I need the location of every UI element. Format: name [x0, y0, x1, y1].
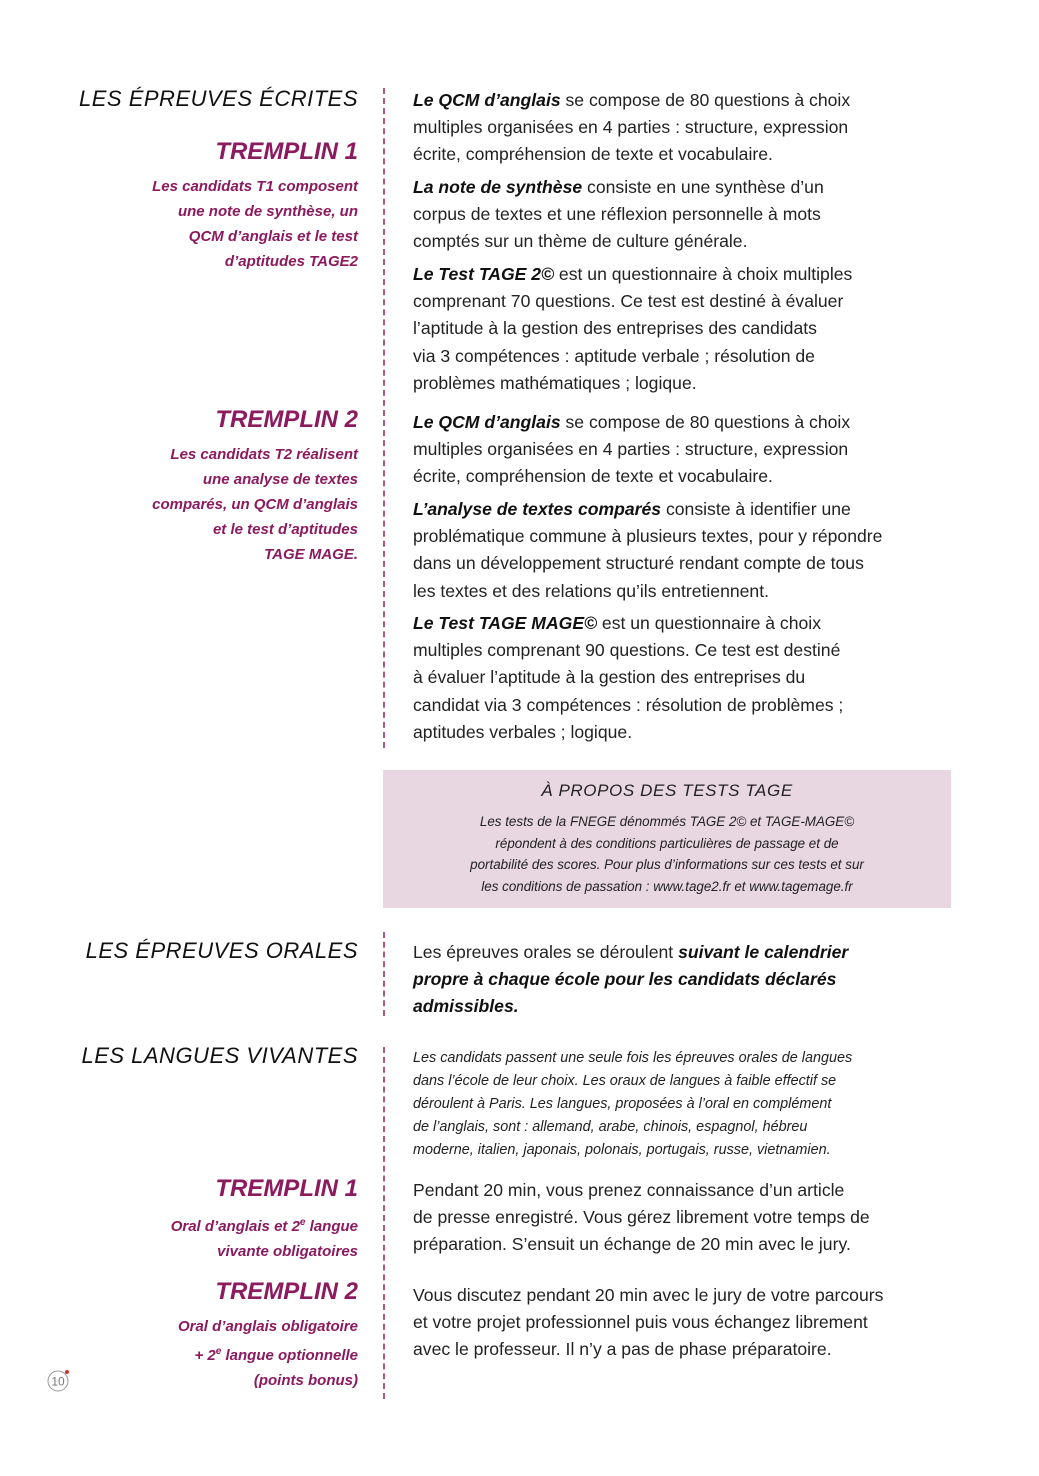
text-line: multiples organisées en 4 parties : structure, expression — [413, 439, 849, 460]
text-line: consiste à identifier une — [661, 499, 851, 519]
text-line: de l’anglais, sont : allemand, arabe, chinois, espagnol, hébreu — [413, 1119, 808, 1135]
page-number: 10 — [51, 1374, 65, 1389]
divider-written — [383, 88, 385, 748]
desc-line: et le test d’aptitudes — [212, 521, 358, 538]
oral-tremplin1-description — [40, 1210, 358, 1264]
text-line: comptés sur un thème de culture générale. — [413, 231, 748, 252]
desc-line: une note de synthèse, un — [177, 203, 358, 220]
oral-tremplin1-paragraph — [413, 1177, 958, 1259]
term-tage2: Le Test TAGE 2© — [413, 264, 555, 284]
text-line: via 3 compétences : aptitude verbale ; résolution de — [413, 345, 815, 366]
text-line: dans l’école de leur choix. Les oraux de langues à faible effectif se — [413, 1073, 837, 1089]
text-line: candidat via 3 compétences : résolution de problèmes ; — [413, 694, 844, 715]
about-line: les conditions de passation : www.tage2.fr et www.tagemage.fr — [481, 878, 853, 894]
text-line: à évaluer l’aptitude à la gestion des entreprises du — [413, 667, 806, 688]
desc-line: QCM d’anglais et le test — [188, 228, 358, 245]
term-qcm: Le QCM d’anglais — [413, 90, 561, 110]
desc-line: (points bonus) — [253, 1372, 358, 1389]
oral-tremplin2-description — [40, 1314, 358, 1393]
text-line: est un questionnaire à choix multiples — [554, 264, 853, 284]
about-tage-box — [383, 770, 951, 908]
text-line: Pendant 20 min, vous prenez connaissance d’un article — [413, 1180, 845, 1200]
term-qcm: Le QCM d’anglais — [413, 412, 561, 432]
term-analyse: L’analyse de textes comparés — [413, 499, 662, 519]
text-line: Les épreuves orales se déroulent — [413, 942, 679, 962]
section-title-written: LES ÉPREUVES ÉCRITES — [79, 86, 358, 111]
desc-text: langue optionnelle — [221, 1347, 358, 1364]
desc-line — [40, 1210, 358, 1239]
desc-line: Oral d’anglais obligatoire — [177, 1318, 358, 1335]
superscript: e — [299, 1217, 306, 1228]
tremplin2-analyse-paragraph — [413, 496, 958, 605]
tremplin1-tage2-paragraph — [413, 261, 958, 397]
divider-oral — [383, 932, 385, 1016]
text-line: aptitudes verbales ; logique. — [413, 721, 633, 742]
oral-tremplin2-heading: TREMPLIN 2 — [215, 1278, 358, 1305]
tremplin1-heading: TREMPLIN 1 — [215, 138, 358, 165]
text-line: et votre projet professionnel puis vous échangez librement — [413, 1312, 868, 1333]
bold-line: admissibles. — [413, 996, 519, 1017]
text-line: corpus de textes et une réflexion personnelle à mots — [413, 204, 821, 225]
text-line: déroulent à Paris. Les langues, proposées à l’oral en complément — [413, 1096, 832, 1112]
desc-line: une analyse de textes — [202, 471, 358, 488]
text-line: problématique commune à plusieurs textes, pour y répondre — [413, 526, 883, 547]
tremplin2-description — [40, 442, 358, 567]
bold-line: propre à chaque école pour les candidats déclarés — [413, 969, 837, 990]
oral-tremplin2-paragraph — [413, 1282, 958, 1364]
text-line: se compose de 80 questions à choix — [560, 90, 851, 110]
desc-line: Les candidats T1 composent — [152, 178, 358, 195]
tremplin2-qcm-paragraph — [413, 409, 958, 491]
tremplin1-description — [40, 174, 358, 274]
about-line: portabilité des scores. Pour plus d’informations sur ces tests et sur — [470, 857, 864, 872]
text-line: préparation. S’ensuit un échange de 20 min avec le jury. — [413, 1234, 851, 1255]
divider-languages — [383, 1047, 385, 1399]
tremplin1-synthese-paragraph — [413, 174, 958, 256]
term-synthese: La note de synthèse — [413, 177, 583, 197]
tremplin1-qcm-paragraph — [413, 87, 958, 169]
text-line: avec le professeur. Il n’y a pas de phase préparatoire. — [413, 1339, 832, 1360]
text-line: Les candidats passent une seule fois les épreuves orales de langues — [413, 1050, 853, 1066]
desc-line: TAGE MAGE. — [264, 546, 358, 563]
text-line: multiples comprenant 90 questions. Ce test est destiné — [413, 640, 841, 661]
text-line: problèmes mathématiques ; logique. — [413, 372, 697, 393]
desc-text: Oral d’anglais et 2 — [170, 1218, 300, 1235]
languages-paragraph — [413, 1047, 958, 1162]
text-line: écrite, compréhension de texte et vocabulaire. — [413, 144, 773, 165]
desc-text: + 2 — [194, 1347, 216, 1364]
superscript: e — [215, 1346, 222, 1357]
about-tage-title: À PROPOS DES TESTS TAGE — [541, 781, 793, 800]
text-line: multiples organisées en 4 parties : structure, expression — [413, 117, 849, 138]
oral-tremplin1-heading: TREMPLIN 1 — [215, 1175, 358, 1202]
text-line: de presse enregistré. Vous gérez librement votre temps de — [413, 1207, 870, 1228]
page-number-badge — [46, 1367, 72, 1398]
text-line: comprenant 70 questions. Ce test est destiné à évaluer — [413, 291, 844, 312]
text-line: l’aptitude à la gestion des entreprises des candidats — [413, 318, 817, 339]
text-line: se compose de 80 questions à choix — [560, 412, 851, 432]
bold-line: suivant le calendrier — [678, 942, 849, 962]
section-title-oral: LES ÉPREUVES ORALES — [85, 938, 358, 963]
text-line: Vous discutez pendant 20 min avec le jury de votre parcours — [413, 1285, 884, 1305]
desc-line: d’aptitudes TAGE2 — [224, 253, 358, 270]
desc-line — [40, 1339, 358, 1368]
text-line: moderne, italien, japonais, polonais, portugais, russe, vietnamien. — [413, 1142, 831, 1158]
desc-line: comparés, un QCM d’anglais — [152, 496, 358, 513]
text-line: dans un développement structuré rendant compte de tous — [413, 553, 864, 574]
text-line: écrite, compréhension de texte et vocabulaire. — [413, 466, 773, 487]
desc-text: langue — [305, 1218, 358, 1235]
section-title-languages: LES LANGUES VIVANTES — [81, 1043, 358, 1068]
text-line: est un questionnaire à choix — [597, 613, 822, 633]
oral-paragraph — [413, 939, 958, 1021]
about-tage-body — [413, 811, 921, 897]
page-number-circle-icon — [46, 1367, 72, 1393]
text-line: les textes et des relations qu’ils entretiennent. — [413, 580, 769, 601]
desc-line: Les candidats T2 réalisent — [170, 446, 358, 463]
about-line: Les tests de la FNEGE dénommés TAGE 2© et TAGE-MAGE© — [479, 814, 855, 829]
term-tagemage: Le Test TAGE MAGE© — [413, 613, 598, 633]
tremplin2-tagemage-paragraph — [413, 610, 958, 746]
about-line: répondent à des conditions particulières de passage et de — [495, 835, 839, 851]
desc-line: vivante obligatoires — [217, 1243, 358, 1260]
tremplin2-heading: TREMPLIN 2 — [215, 406, 358, 433]
text-line: consiste en une synthèse d’un — [582, 177, 824, 197]
